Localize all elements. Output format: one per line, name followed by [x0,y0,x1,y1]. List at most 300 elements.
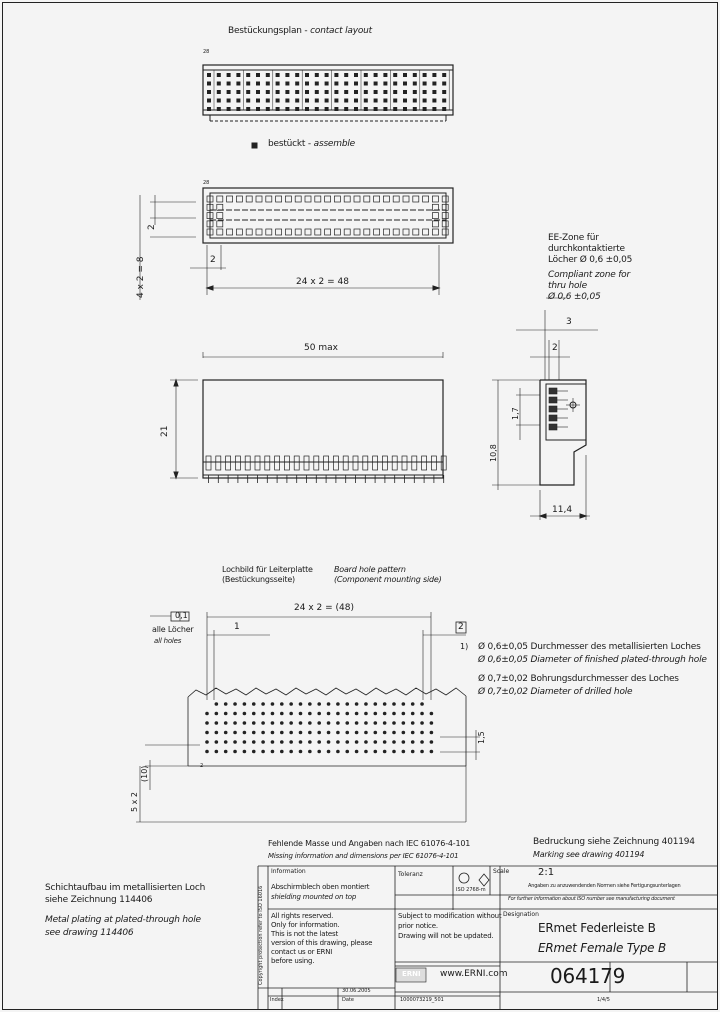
contact-dot [403,82,407,86]
board-hole [252,740,256,744]
info-line-1: Abschirmblech oben montiert [271,883,370,891]
contact-dot [236,90,240,94]
board-hole [299,731,303,735]
board-hole [327,702,331,706]
board-hole [374,731,378,735]
board-hole [411,750,415,754]
contact-dot [393,90,397,94]
contact-layout-view [203,65,453,121]
contact-dot [276,90,280,94]
assembled-contact [383,229,389,235]
contact-dot [374,82,378,86]
board-hole [420,702,424,706]
contact-dot [246,99,250,103]
contact-dot [246,90,250,94]
contact-dot [334,99,338,103]
assembled-contact [217,213,223,219]
assembled-contact [256,229,262,235]
contact-dot [315,90,319,94]
board-hole [215,750,219,754]
assembled-contact [276,196,282,202]
board-hole [345,712,349,716]
rights-6: before using. [271,957,315,965]
board-hole [411,712,415,716]
assembled-contact [442,213,448,219]
standards-note-en: For further information about ISO number see manufacturing document [508,896,675,902]
board-hole [271,750,275,754]
board-break-line [188,688,466,697]
assembled-contact [354,229,360,235]
contact-dot [364,82,368,86]
board-hole [317,740,321,744]
assembled-contact [374,196,380,202]
rights-4: version of this drawing, please [271,939,373,947]
contact-dot [383,90,387,94]
dim-horizontal-pitch: 2 [210,255,216,265]
assembled-contact [285,196,291,202]
date-label: Date [342,997,354,1003]
part-number: 064179 [550,964,626,988]
contact-dot [325,107,329,111]
press-fit-pin [353,456,358,470]
press-fit-pin [431,456,436,470]
press-fit-pin [382,456,387,470]
info-label: Information [271,868,306,875]
ee-zone-de-2: durchkontaktierte [548,244,625,254]
board-hole [261,712,265,716]
board-hole [430,721,434,725]
contact-dot [442,107,446,111]
board-hole [261,702,265,706]
contact-dot [423,90,427,94]
board-hole [336,750,340,754]
contact-dot [432,82,436,86]
contact-dot [295,82,299,86]
dim-hole-vert: 5 x 2 [130,792,139,812]
contact-dot [217,107,221,111]
press-fit-pin [216,456,221,470]
rights-1: All rights reserved. [271,912,334,920]
board-hole [233,740,237,744]
note2-en: Ø 0,7±0,02 Diameter of drilled hole [478,687,633,697]
missing-info-de: Fehlende Masse und Angaben nach IEC 61076-4-101 [268,839,471,848]
assembled-contact [276,229,282,235]
assembled-contact [442,196,448,202]
board-hole [224,721,228,725]
board-hole [420,721,424,725]
iso-label: ISO 2768-m [456,887,486,893]
contact-grid [207,70,449,111]
assembled-contact [374,229,380,235]
contact-dot [364,73,368,77]
board-hole [280,750,284,754]
press-fit-pin [392,456,397,470]
all-holes-en: all holes [154,637,182,645]
contact-dot [344,82,348,86]
dim-width-max: 50 max [304,343,338,353]
dim-horizontal-total: 24 x 2 = 48 [296,277,349,287]
assembled-contact [305,229,311,235]
assembled-contact [315,196,321,202]
board-hole [392,750,396,754]
assembled-contact [217,221,223,227]
hole-pattern-title-en-2: (Component mounting side) [334,575,442,584]
note1-num: 1) [460,642,469,651]
hole-row-marker: 2 [200,763,204,769]
board-hole [271,702,275,706]
board-hole [233,721,237,725]
contact-dot [354,73,358,77]
rights-5: contact us or ERNI [271,948,333,956]
contact-dot [266,90,270,94]
board-hole [299,721,303,725]
board-hole [336,712,340,716]
end-pin [549,415,557,421]
contact-dot [246,82,250,86]
board-hole [299,702,303,706]
contact-dot [423,107,427,111]
index-label: Index [270,997,284,1003]
dim-hole-10: (10) [140,765,149,782]
contact-dot [227,73,231,77]
rights-3: This is not the latest [271,930,339,938]
board-hole [364,702,368,706]
website: www.ERNI.com [440,969,508,979]
contact-dot [325,73,329,77]
board-hole [243,750,247,754]
contact-dot [432,90,436,94]
contact-dot [374,90,378,94]
legend-label-en: assemble [313,139,355,149]
contact-layout-marker: 28 [203,49,210,55]
contact-dot [295,107,299,111]
note1-de: Ø 0,6±0,05 Durchmesser des metallisierten Loches [478,642,701,652]
contact-dot [364,90,368,94]
board-hole [355,702,359,706]
assembled-contact [334,196,340,202]
press-fit-pin [363,456,368,470]
assembled-contact [295,229,301,235]
assembled-contact [217,196,223,202]
board-hole [374,712,378,716]
contact-layout-title-de: Bestückungsplan [228,26,302,36]
board-hole [261,721,265,725]
contact-dot [207,99,211,103]
plating-en-2: see drawing 114406 [45,928,134,938]
contact-dot [256,90,260,94]
contact-dot [393,99,397,103]
contact-dot [227,90,231,94]
dim-end-pitch: 2 [552,343,558,353]
hole-pattern-view [136,612,480,822]
press-fit-pin [275,456,280,470]
board-hole [336,740,340,744]
board-hole [215,740,219,744]
press-fit-pin [422,456,427,470]
assembled-contact [442,221,448,227]
dim-vertical-total: 4 x 2 = 8 [136,256,146,298]
contact-dot [217,82,221,86]
assembled-contact [432,229,438,235]
contact-dot [344,90,348,94]
sheet-info: 1/4/5 [597,997,610,1003]
press-fit-pin [284,456,289,470]
assembled-contact [423,196,429,202]
board-hole [336,731,340,735]
board-hole [383,721,387,725]
contact-dot [236,107,240,111]
press-fit-pin [255,456,260,470]
board-hole [364,712,368,716]
board-hole [402,721,406,725]
press-fit-pin [441,456,446,470]
board-hole [233,731,237,735]
contact-dot [364,107,368,111]
board-hole [411,731,415,735]
contact-dot [276,107,280,111]
board-hole [327,731,331,735]
assembled-contact [236,229,242,235]
board-hole [430,740,434,744]
board-hole [327,740,331,744]
assembled-contact [364,229,370,235]
contact-layout-title: Bestückungsplan - contact layout [228,26,372,36]
board-hole [261,731,265,735]
assembled-contact [432,204,438,210]
board-hole [420,712,424,716]
board-hole [224,750,228,754]
dim-hole-15: 1,5 [477,731,486,744]
board-hole [355,740,359,744]
board-hole [392,740,396,744]
contact-dot [393,107,397,111]
press-fit-pin [343,456,348,470]
board-hole [289,721,293,725]
contact-dot [432,73,436,77]
assembled-contact [246,196,252,202]
contact-dot [236,82,240,86]
board-hole [345,721,349,725]
press-fit-pin [314,456,319,470]
board-hole [392,721,396,725]
contact-dot [285,107,289,111]
assembled-contact [236,196,242,202]
board-hole [233,750,237,754]
plating-de-2: siehe Zeichnung 114406 [45,895,153,905]
board-hole [215,721,219,725]
product-name-en: ERmet Female Type B [538,941,667,955]
assembled-contact [383,196,389,202]
board-hole [243,712,247,716]
board-hole [205,731,209,735]
contact-dot [442,90,446,94]
ee-zone-en-1: Compliant zone for [548,270,630,280]
board-hole [355,712,359,716]
board-hole [420,740,424,744]
contact-dot [285,99,289,103]
dim-vertical-pitch: 2 [147,224,157,230]
contact-dot [413,99,417,103]
board-hole [289,740,293,744]
board-hole [345,750,349,754]
contact-dot [393,82,397,86]
dim-hole-1: 1 [234,622,240,632]
board-hole [430,712,434,716]
board-hole [402,702,406,706]
contact-dot [276,99,280,103]
contact-dot [374,99,378,103]
board-hole [205,750,209,754]
contact-layout-title-en: contact layout [310,26,372,36]
board-hole [224,702,228,706]
contact-dot [276,82,280,86]
end-pin [549,406,557,412]
assembled-contact [334,229,340,235]
contact-dot [246,73,250,77]
press-fit-pin [265,456,270,470]
contact-dot [295,90,299,94]
scale-value: 2:1 [538,867,555,878]
assembled-contact [403,196,409,202]
board-hole [289,750,293,754]
contact-dot [413,107,417,111]
contact-dot [354,90,358,94]
contact-dot [334,73,338,77]
dim-end-top: 3 [566,317,572,327]
dim-end-17: 1,7 [511,407,520,420]
modify-1: Subject to modification without [398,912,502,920]
assembled-contact [393,196,399,202]
board-hole [383,702,387,706]
assembled-contact [315,229,321,235]
contact-dot [285,82,289,86]
contact-dot [315,82,319,86]
board-hole [289,702,293,706]
contact-dot [403,107,407,111]
end-pin [549,424,557,430]
contact-dot [403,73,407,77]
standards-note-de: Angaben zu anzuwendenden Normen siehe Fertigungsunterlagen [528,883,681,889]
board-hole [243,740,247,744]
assembled-contact [295,196,301,202]
contact-dot [393,73,397,77]
product-name-de: ERmet Federleiste B [538,921,656,935]
contact-dot [432,99,436,103]
board-hole [308,740,312,744]
designation-label: Designation [503,911,539,918]
plating-de-1: Schichtaufbau im metallisierten Loch [45,883,206,893]
contact-dot [442,73,446,77]
board-hole [205,740,209,744]
contact-dot [344,99,348,103]
board-hole [289,712,293,716]
press-fit-pin [206,456,211,470]
end-pin [549,397,557,403]
contact-dot [276,73,280,77]
board-hole [215,731,219,735]
press-fit-pin [226,456,231,470]
ee-zone-en-3: Ø 0,6 ±0,05 [548,292,601,302]
board-hole [383,750,387,754]
press-fit-pin [294,456,299,470]
contact-dot [403,99,407,103]
board-hole [252,721,256,725]
contact-dot [207,107,211,111]
side-view [170,352,446,483]
board-hole [243,731,247,735]
board-hole [317,721,321,725]
assembled-contact [403,229,409,235]
board-hole [280,740,284,744]
contact-dot [334,107,338,111]
board-hole [252,750,256,754]
board-hole [280,702,284,706]
assembled-contact [344,229,350,235]
all-holes-de: alle Löcher [152,625,194,634]
missing-info-en: Missing information and dimensions per IEC 61076-4-101 [268,852,459,860]
end-pins [549,388,568,430]
contact-dot [217,99,221,103]
board-hole [411,721,415,725]
contact-dot [266,107,270,111]
scale-label: Scale [493,868,510,875]
assembled-contact [413,196,419,202]
board-hole [308,750,312,754]
board-hole [392,702,396,706]
contact-dot [315,99,319,103]
board-hole [402,731,406,735]
board-hole [308,702,312,706]
contact-dot [374,73,378,77]
assembled-contact [344,196,350,202]
press-fit-pin [373,456,378,470]
erni-logo: ERNI [402,970,421,978]
hole-pattern-title-en-1: Board hole pattern [334,565,406,574]
assembled-contact [305,196,311,202]
board-hole [336,702,340,706]
board-hole [355,721,359,725]
note1-en: Ø 0,6±0,05 Diameter of finished plated-through hole [478,655,707,665]
hole-pattern-title-de-2: (Bestückungsseite) [222,575,295,584]
assembled-contact [442,204,448,210]
ee-zone-de-3: Löcher Ø 0,6 ±0,05 [548,255,633,265]
date-value: 30.06.2005 [342,988,371,994]
contact-dot [325,90,329,94]
modify-3: Drawing will not be updated. [398,932,494,940]
assembled-contact [432,213,438,219]
contact-dot [383,82,387,86]
contact-dot [442,82,446,86]
tolerance-label: Toleranz [398,871,423,878]
board-hole [252,731,256,735]
print-info-en: Marking see drawing 401194 [533,850,645,859]
assembled-contact [364,196,370,202]
contact-dot [305,99,309,103]
assembled-contact [217,229,223,235]
contact-dot [305,73,309,77]
end-view [489,298,598,520]
assembled-contact [246,229,252,235]
contact-dot [413,73,417,77]
contact-dot [344,73,348,77]
contact-dot [325,82,329,86]
board-hole [280,731,284,735]
contact-dot [334,90,338,94]
board-hole [420,731,424,735]
board-hole [402,740,406,744]
contact-dot [413,82,417,86]
note2-de: Ø 0,7±0,02 Bohrungsdurchmesser des Loches [478,674,679,684]
